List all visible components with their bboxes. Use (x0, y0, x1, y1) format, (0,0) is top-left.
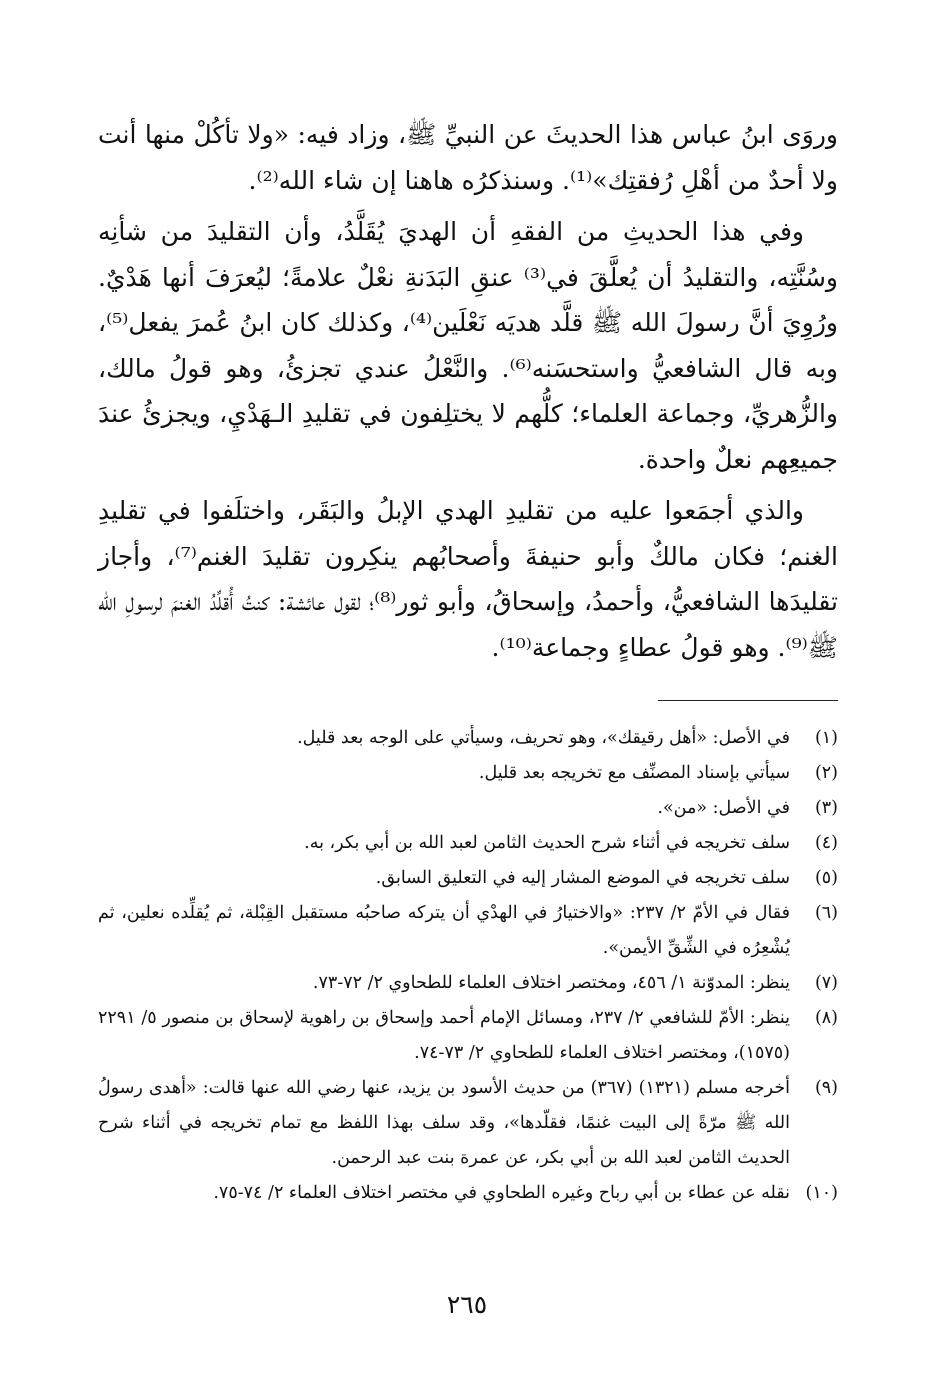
footnote-1 (98, 721, 838, 756)
footnote-text: ينظر: المدوّنة ١/ ٤٥٦، ومختصر اختلاف العلماء للطحاوي ٢/ ٧٢-٧٣. (312, 973, 790, 993)
paragraph-3: والذي أجمَعوا عليه من تقليدِ الهدي الإبلُ والبَقَر، واختلَفوا في تقليدِ الغنم؛ فكان مالكٌ وأبو حنيفةَ وأصحابُهم ينكِرون تقليدَ الغنم⁽⁷⁾، وأجاز تقليدَها الشافعيُّ، وأحمدُ، وإسحاقُ، وأبو ثور⁽⁸⁾؛ لقول عائشة: كنتُ أُقلِّدُ الغنمَ لرسولِ الله ﷺ⁽⁹⁾. وهو قولُ عطاءٍ وجماعة⁽¹⁰⁾. (98, 496, 838, 662)
footnote-text: سلف تخريجه في الموضع المشار إليه في التعليق السابق. (375, 868, 790, 888)
footnote-number: (٦) (814, 903, 838, 923)
footnote-text: في الأصل: «أهل رقيقك»، وهو تحريف، وسيأتي على الوجه بعد قليل. (297, 728, 790, 748)
footnote-number: (١٠) (805, 1183, 838, 1203)
page-number: ٢٦٥ (446, 1290, 488, 1319)
footnote-4 (98, 826, 838, 861)
footnote-text: سلف تخريجه في أثناء شرح الحديث الثامن لعبد الله بن أبي بكر، به. (304, 833, 790, 853)
footnote-number: (٤) (814, 833, 838, 853)
footnote-5 (98, 861, 838, 896)
footnote-7 (98, 966, 838, 1001)
paragraph-2: وفي هذا الحديثِ من الفقهِ أن الهديَ يُقَلَّدُ، وأن التقليدَ من شأنِه وسُنَّتِه، والتقليدُ أن يُعلَّقَ في⁽³⁾ عنقِ البَدَنةِ نعْلٌ علامةً؛ ليُعرَفَ أنها هَدْيٌ. ورُوِيَ أنَّ رسولَ الله ﷺ قلَّد هديَه نَعْلَين⁽⁴⁾، وكذلك كان ابنُ عُمرَ يفعل⁽⁵⁾، وبه قال الشافعيُّ واستحسَنه⁽⁶⁾. والنَّعْلُ عندي تجزئُ، وهو قولُ مالك، والزُّهريِّ، وجماعة العلماء؛ كلُّهم لا يختلِفون في تقليدِ الـهَدْيِ، ويجزئُ عندَ جميعِهم نعلٌ واحدة. (98, 217, 838, 474)
footnote-text: نقله عن عطاء بن أبي رباح وغيره الطحاوي في مختصر اختلاف العلماء ٢/ ٧٤-٧٥. (213, 1183, 790, 1203)
footnote-text: سيأتي بإسناد المصنِّف مع تخريجه بعد قليل. (478, 763, 790, 783)
footnote-text: في الأصل: «من». (657, 798, 790, 818)
footnote-separator (658, 700, 838, 701)
footnotes (98, 721, 838, 1211)
footnote-9 (98, 1071, 838, 1176)
footnote-3 (98, 791, 838, 826)
footnote-number: (٥) (814, 868, 838, 888)
footnote-number: (٧) (814, 973, 838, 993)
footnote-number: (٣) (814, 798, 838, 818)
paragraph-1: وروَى ابنُ عباس هذا الحديثَ عن النبيِّ ﷺ، وزاد فيه: «ولا تأكُلْ منها أنت ولا أحدٌ من أهْلِ رُفقتِك»⁽¹⁾. وسنذكرُه هاهنا إن شاء الله⁽²⁾. (98, 120, 838, 195)
footnote-number: (٩) (814, 1078, 838, 1098)
footnote-6 (98, 896, 838, 966)
footnote-text: ينظر: الأمّ للشافعي ٢/ ٢٣٧، ومسائل الإمام أحمد وإسحاق بن راهوية لإسحاق بن منصور ٥/ ٢٢٩١ (١٥٧٥)، ومختصر اختلاف العلماء للطحاوي ٢/ ٧٣-٧٤. (98, 1008, 790, 1063)
footnote-2 (98, 756, 838, 791)
footnote-10 (98, 1176, 838, 1211)
main-text (98, 112, 838, 670)
footnote-text: فقال في الأمّ ٢/ ٢٣٧: «والاختيارُ في الهدْي أن يتركه صاحبُه مستقبل القِبْلة، ثم يُقلِّده نعلين، ثم يُشْعِرُه في الشِّقِّ الأيمن». (98, 903, 790, 958)
footnote-number: (٨) (814, 1008, 838, 1028)
page-content (98, 112, 838, 1211)
footnote-number: (٢) (814, 763, 838, 783)
footnote-8 (98, 1001, 838, 1071)
footnote-number: (١) (814, 728, 838, 748)
footnote-text: أخرجه مسلم (١٣٢١) (٣٦٧) من حديث الأسود بن يزيد، عنها رضي الله عنها قالت: «أهدى رسولُ الله ﷺ مرّةً إلى البيت غنمًا، فقلّدها»، وقد سلف بهذا اللفظ مع تمام تخريجه في أثناء شرح الحديث الثامن لعبد الله بن أبي بكر، عن عمرة بنت عبد الرحمن. (98, 1078, 791, 1168)
